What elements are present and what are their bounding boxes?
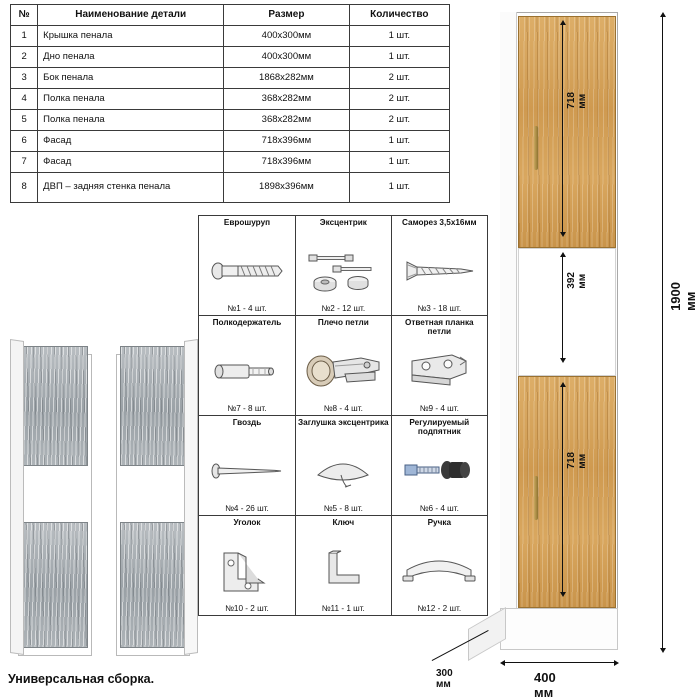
- hardware-title: Гвоздь: [232, 418, 262, 427]
- adjustable-foot-icon: [392, 440, 487, 501]
- oak-middle-open-section: [518, 248, 616, 376]
- hardware-qty: №11 - 1 шт.: [321, 604, 365, 613]
- cell-name: Бок пенала: [38, 68, 224, 89]
- cell-size: 368х282мм: [224, 110, 349, 131]
- grey-unit-left-top-door: [22, 346, 88, 466]
- cell-number: 5: [11, 110, 38, 131]
- dim-bottom-door-label: 718 мм: [566, 452, 588, 469]
- hardware-cell-handle: [391, 516, 487, 616]
- self-tapping-screw-icon: [392, 240, 487, 301]
- dim-top-door-label: 718 мм: [566, 92, 588, 109]
- hardware-row: [199, 216, 488, 316]
- cell-size: 368х282мм: [224, 89, 349, 110]
- cell-qty: 2 шт.: [349, 110, 449, 131]
- dim-total-height-label: 1900 мм: [668, 282, 698, 311]
- hardware-qty: №9 - 4 шт.: [419, 404, 459, 413]
- hardware-cell-hinge-arm: [295, 316, 391, 416]
- grey-wardrobe-illustration: [8, 330, 198, 660]
- cell-qty: 2 шт.: [349, 89, 449, 110]
- table-row: [11, 26, 450, 47]
- table-row: [11, 68, 450, 89]
- assembly-caption: Универсальная сборка.: [8, 672, 155, 686]
- hardware-cell-corner-bracket: [199, 516, 296, 616]
- hardware-title: Саморез 3,5х16мм: [402, 218, 477, 227]
- hardware-title: Ответная планка петли: [405, 318, 474, 337]
- oak-top-door: [518, 16, 616, 248]
- allen-key-icon: [296, 540, 391, 601]
- dim-middle-label: 392 мм: [566, 272, 588, 289]
- hardware-cell-hinge-plate: [391, 316, 487, 416]
- cell-name: Полка пенала: [38, 89, 224, 110]
- hardware-qty: №8 - 4 шт.: [323, 404, 363, 413]
- hardware-title: Заглушка эксцентрика: [298, 418, 389, 427]
- cell-number: 3: [11, 68, 38, 89]
- grey-unit-right-side-panel: [184, 339, 198, 655]
- cell-number: 2: [11, 47, 38, 68]
- hardware-qty: №1 - 4 шт.: [227, 304, 267, 313]
- cam-cover-cap-icon: [296, 440, 391, 501]
- table-row: [11, 89, 450, 110]
- hardware-title: Полкодержатель: [212, 318, 282, 327]
- cell-number: 4: [11, 89, 38, 110]
- hardware-row: [199, 416, 488, 516]
- hardware-qty: №7 - 8 шт.: [227, 404, 267, 413]
- cell-size: 1898х396мм: [224, 173, 349, 203]
- cell-size: 718х396мм: [224, 152, 349, 173]
- hinge-plate-icon: [392, 340, 487, 401]
- corner-bracket-icon: [199, 540, 295, 601]
- handle-icon: [392, 540, 487, 601]
- hardware-cell-nail: [199, 416, 296, 516]
- hardware-cell-allen-key: [295, 516, 391, 616]
- table-row: [11, 131, 450, 152]
- table-row: [11, 152, 450, 173]
- col-header-qty: Количество: [349, 5, 449, 26]
- hardware-row: [199, 316, 488, 416]
- hardware-cell-cam-cap: [295, 416, 391, 516]
- cell-name: Фасад: [38, 131, 224, 152]
- hardware-qty: №4 - 26 шт.: [225, 504, 269, 513]
- hardware-title: Еврошуруп: [223, 218, 271, 227]
- cam-lock-icon: [296, 240, 391, 301]
- oak-bottom-door-handle: [534, 476, 538, 520]
- cell-number: 6: [11, 131, 38, 152]
- grey-unit-left-side-panel: [10, 339, 24, 655]
- cell-name: Фасад: [38, 152, 224, 173]
- dim-width-label: 400 мм: [534, 670, 556, 700]
- hardware-grid: [198, 215, 488, 616]
- dim-depth-label: 300 мм: [436, 668, 453, 690]
- shelf-support-icon: [199, 340, 295, 401]
- hardware-cell-shelf-support: [199, 316, 296, 416]
- hardware-cell-cam-lock: [295, 216, 391, 316]
- cell-name: ДВП – задняя стенка пенала: [38, 173, 224, 203]
- cell-size: 1868х282мм: [224, 68, 349, 89]
- hardware-qty: №5 - 8 шт.: [323, 504, 363, 513]
- cell-name: Крышка пенала: [38, 26, 224, 47]
- col-header-number: №: [11, 5, 38, 26]
- hardware-cell-self-tapping-screw: [391, 216, 487, 316]
- parts-table: [10, 4, 450, 203]
- hardware-cell-confirmat: [199, 216, 296, 316]
- hardware-cell-adjustable-foot: [391, 416, 487, 516]
- cell-qty: 1 шт.: [349, 26, 449, 47]
- oak-top-door-handle: [534, 126, 538, 170]
- grey-unit-right-top-door: [120, 346, 186, 466]
- hardware-title: Эксцентрик: [319, 218, 367, 227]
- hardware-title: Регулируемый подпятник: [409, 418, 470, 437]
- cell-qty: 2 шт.: [349, 68, 449, 89]
- oak-base-plinth: [500, 608, 618, 650]
- grey-unit-left-bottom-door: [22, 522, 88, 648]
- hardware-title: Уголок: [233, 518, 261, 527]
- oak-left-side-panel: [500, 12, 517, 648]
- nail-icon: [199, 440, 295, 501]
- table-header-row: [11, 5, 450, 26]
- cell-qty: 1 шт.: [349, 173, 449, 203]
- hinge-arm-icon: [296, 340, 391, 401]
- cell-qty: 1 шт.: [349, 152, 449, 173]
- col-header-name: Наименование детали: [38, 5, 224, 26]
- col-header-size: Размер: [224, 5, 349, 26]
- cell-number: 7: [11, 152, 38, 173]
- cell-qty: 1 шт.: [349, 131, 449, 152]
- hardware-title: Ручка: [427, 518, 452, 527]
- table-row: [11, 110, 450, 131]
- hardware-qty: №6 - 4 шт.: [419, 504, 459, 513]
- hardware-qty: №2 - 12 шт.: [321, 304, 366, 313]
- hardware-qty: №3 - 18 шт.: [417, 304, 462, 313]
- cell-size: 718х396мм: [224, 131, 349, 152]
- hardware-qty: №12 - 2 шт.: [417, 604, 462, 613]
- cell-name: Дно пенала: [38, 47, 224, 68]
- grey-unit-right-bottom-door: [120, 522, 186, 648]
- hardware-row: [199, 516, 488, 616]
- cell-number: 8: [11, 173, 38, 203]
- cell-number: 1: [11, 26, 38, 47]
- confirmat-screw-icon: [199, 240, 295, 301]
- hardware-qty: №10 - 2 шт.: [225, 604, 269, 613]
- table-row: [11, 47, 450, 68]
- hardware-title: Плечо петли: [317, 318, 369, 327]
- cell-name: Полка пенала: [38, 110, 224, 131]
- table-row: [11, 173, 450, 203]
- oak-bottom-door: [518, 376, 616, 608]
- cell-size: 400х300мм: [224, 26, 349, 47]
- hardware-title: Ключ: [332, 518, 355, 527]
- cell-size: 400х300мм: [224, 47, 349, 68]
- cell-qty: 1 шт.: [349, 47, 449, 68]
